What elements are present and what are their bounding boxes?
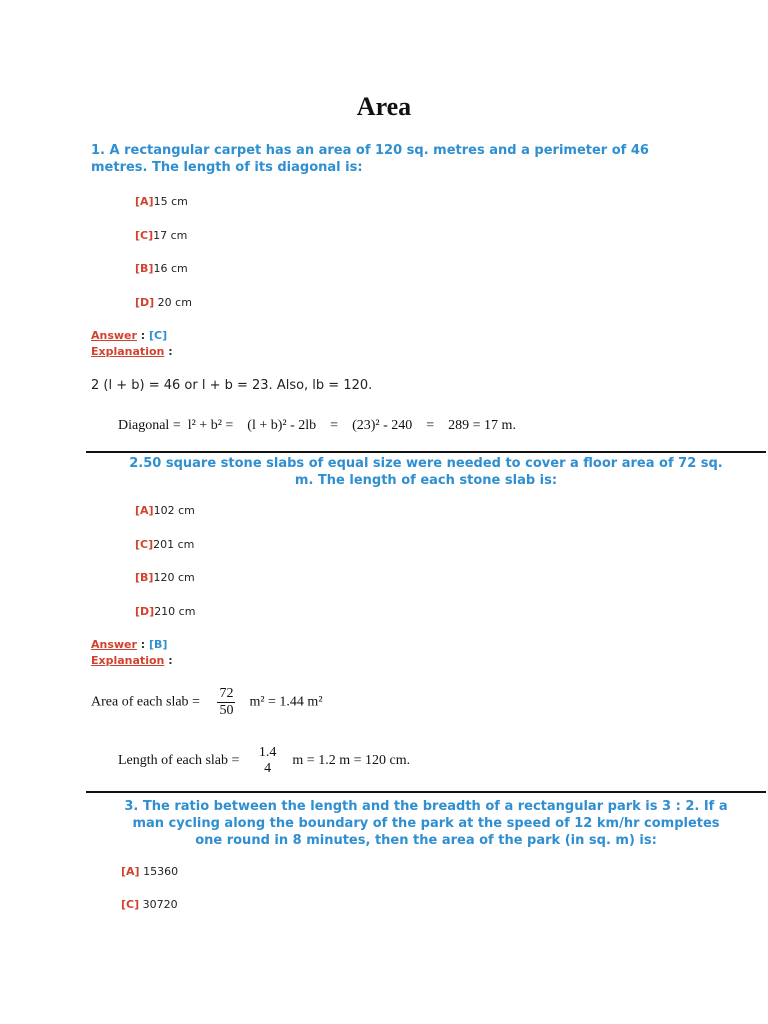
question-text-line: metres. The length of its diagonal is:	[91, 160, 363, 175]
option-letter: [D]	[135, 296, 155, 309]
option-letter: [B]	[135, 262, 154, 275]
option-item[interactable]	[135, 571, 195, 584]
formula-result: m = 1.2 m = 120 cm.	[292, 753, 411, 769]
option-letter: [D]	[135, 605, 155, 618]
option-item[interactable]	[135, 538, 194, 551]
diagonal-formula: Diagonal = l² + b² = (l + b)² - 2lb = (23)² - 240 = 289 = 17 m.	[118, 418, 516, 433]
option-item[interactable]	[135, 504, 195, 517]
question-2	[86, 455, 766, 489]
question-text-line: one round in 8 minutes, then the area of the park (in sq. m) is:	[195, 833, 657, 848]
fraction-numerator: 72	[219, 686, 234, 701]
option-letter: [C]	[121, 898, 140, 911]
option-item[interactable]	[135, 296, 192, 309]
fraction-denominator: 4	[264, 761, 272, 776]
option-text: 201 cm	[153, 538, 195, 551]
explanation-work: 2 (l + b) = 46 or l + b = 23. Also, lb = 120.	[91, 378, 373, 393]
section-divider	[86, 451, 766, 453]
explanation-line: Explanation :	[91, 654, 173, 667]
option-letter: [B]	[135, 571, 154, 584]
question-text-line: A rectangular carpet has an area of 120 sq. metres and a perimeter of 46	[109, 143, 649, 158]
option-text: 210 cm	[154, 605, 196, 618]
question-text-line: m. The length of each stone slab is:	[294, 473, 558, 488]
option-item[interactable]	[121, 865, 178, 878]
answer-line: Answer : [B]	[91, 638, 168, 651]
question-number: 3.	[124, 799, 139, 814]
question-text-line: man cycling along the boundary of the park at the speed of 12 km/hr completes	[132, 816, 720, 831]
answer-line: Answer : [C]	[91, 329, 168, 342]
question-number: 1.	[91, 143, 105, 158]
option-letter: [C]	[135, 538, 154, 551]
option-text: 15 cm	[153, 195, 188, 208]
answer-value: [C]	[149, 329, 168, 342]
answer-label: Answer	[91, 638, 137, 651]
formula-label: Diagonal =	[118, 418, 181, 433]
option-text: 15360	[139, 865, 179, 878]
fraction	[217, 686, 235, 719]
area-formula	[91, 686, 323, 719]
explanation-label: Explanation	[91, 345, 165, 358]
option-text: 17 cm	[153, 229, 188, 242]
option-text: 102 cm	[153, 504, 195, 517]
question-number: 2.	[129, 456, 144, 471]
fraction-numerator: 1.4	[258, 745, 277, 760]
option-item[interactable]	[135, 605, 195, 618]
fraction	[257, 745, 279, 777]
question-3	[86, 798, 766, 849]
option-item[interactable]	[135, 229, 187, 242]
question-1	[91, 142, 649, 176]
option-letter: [A]	[135, 195, 154, 208]
option-text: 20 cm	[154, 296, 192, 309]
formula-label: Length of each slab =	[118, 753, 240, 769]
option-item[interactable]	[121, 898, 178, 911]
question-text-line: The ratio between the length and the breadth of a rectangular park is 3 : 2. If a	[142, 799, 728, 814]
option-text: 16 cm	[153, 262, 188, 275]
option-letter: [A]	[135, 504, 154, 517]
option-letter: [A]	[121, 865, 140, 878]
answer-label: Answer	[91, 329, 137, 342]
question-text-line: 50 square stone slabs of equal size were needed to cover a floor area of 72 sq.	[143, 456, 723, 471]
fraction-denominator: 50	[219, 703, 234, 718]
option-item[interactable]	[135, 262, 188, 275]
option-letter: [C]	[135, 229, 154, 242]
formula-result: m² = 1.44 m²	[249, 694, 323, 710]
formula-label: Area of each slab =	[91, 694, 200, 710]
option-item[interactable]	[135, 195, 188, 208]
explanation-label: Explanation	[91, 654, 165, 667]
page-title: Area	[356, 92, 412, 121]
option-text: 30720	[139, 898, 178, 911]
length-formula	[118, 745, 410, 777]
option-text: 120 cm	[153, 571, 195, 584]
answer-value: [B]	[149, 638, 168, 651]
explanation-line: Explanation :	[91, 345, 173, 358]
section-divider	[86, 791, 766, 793]
